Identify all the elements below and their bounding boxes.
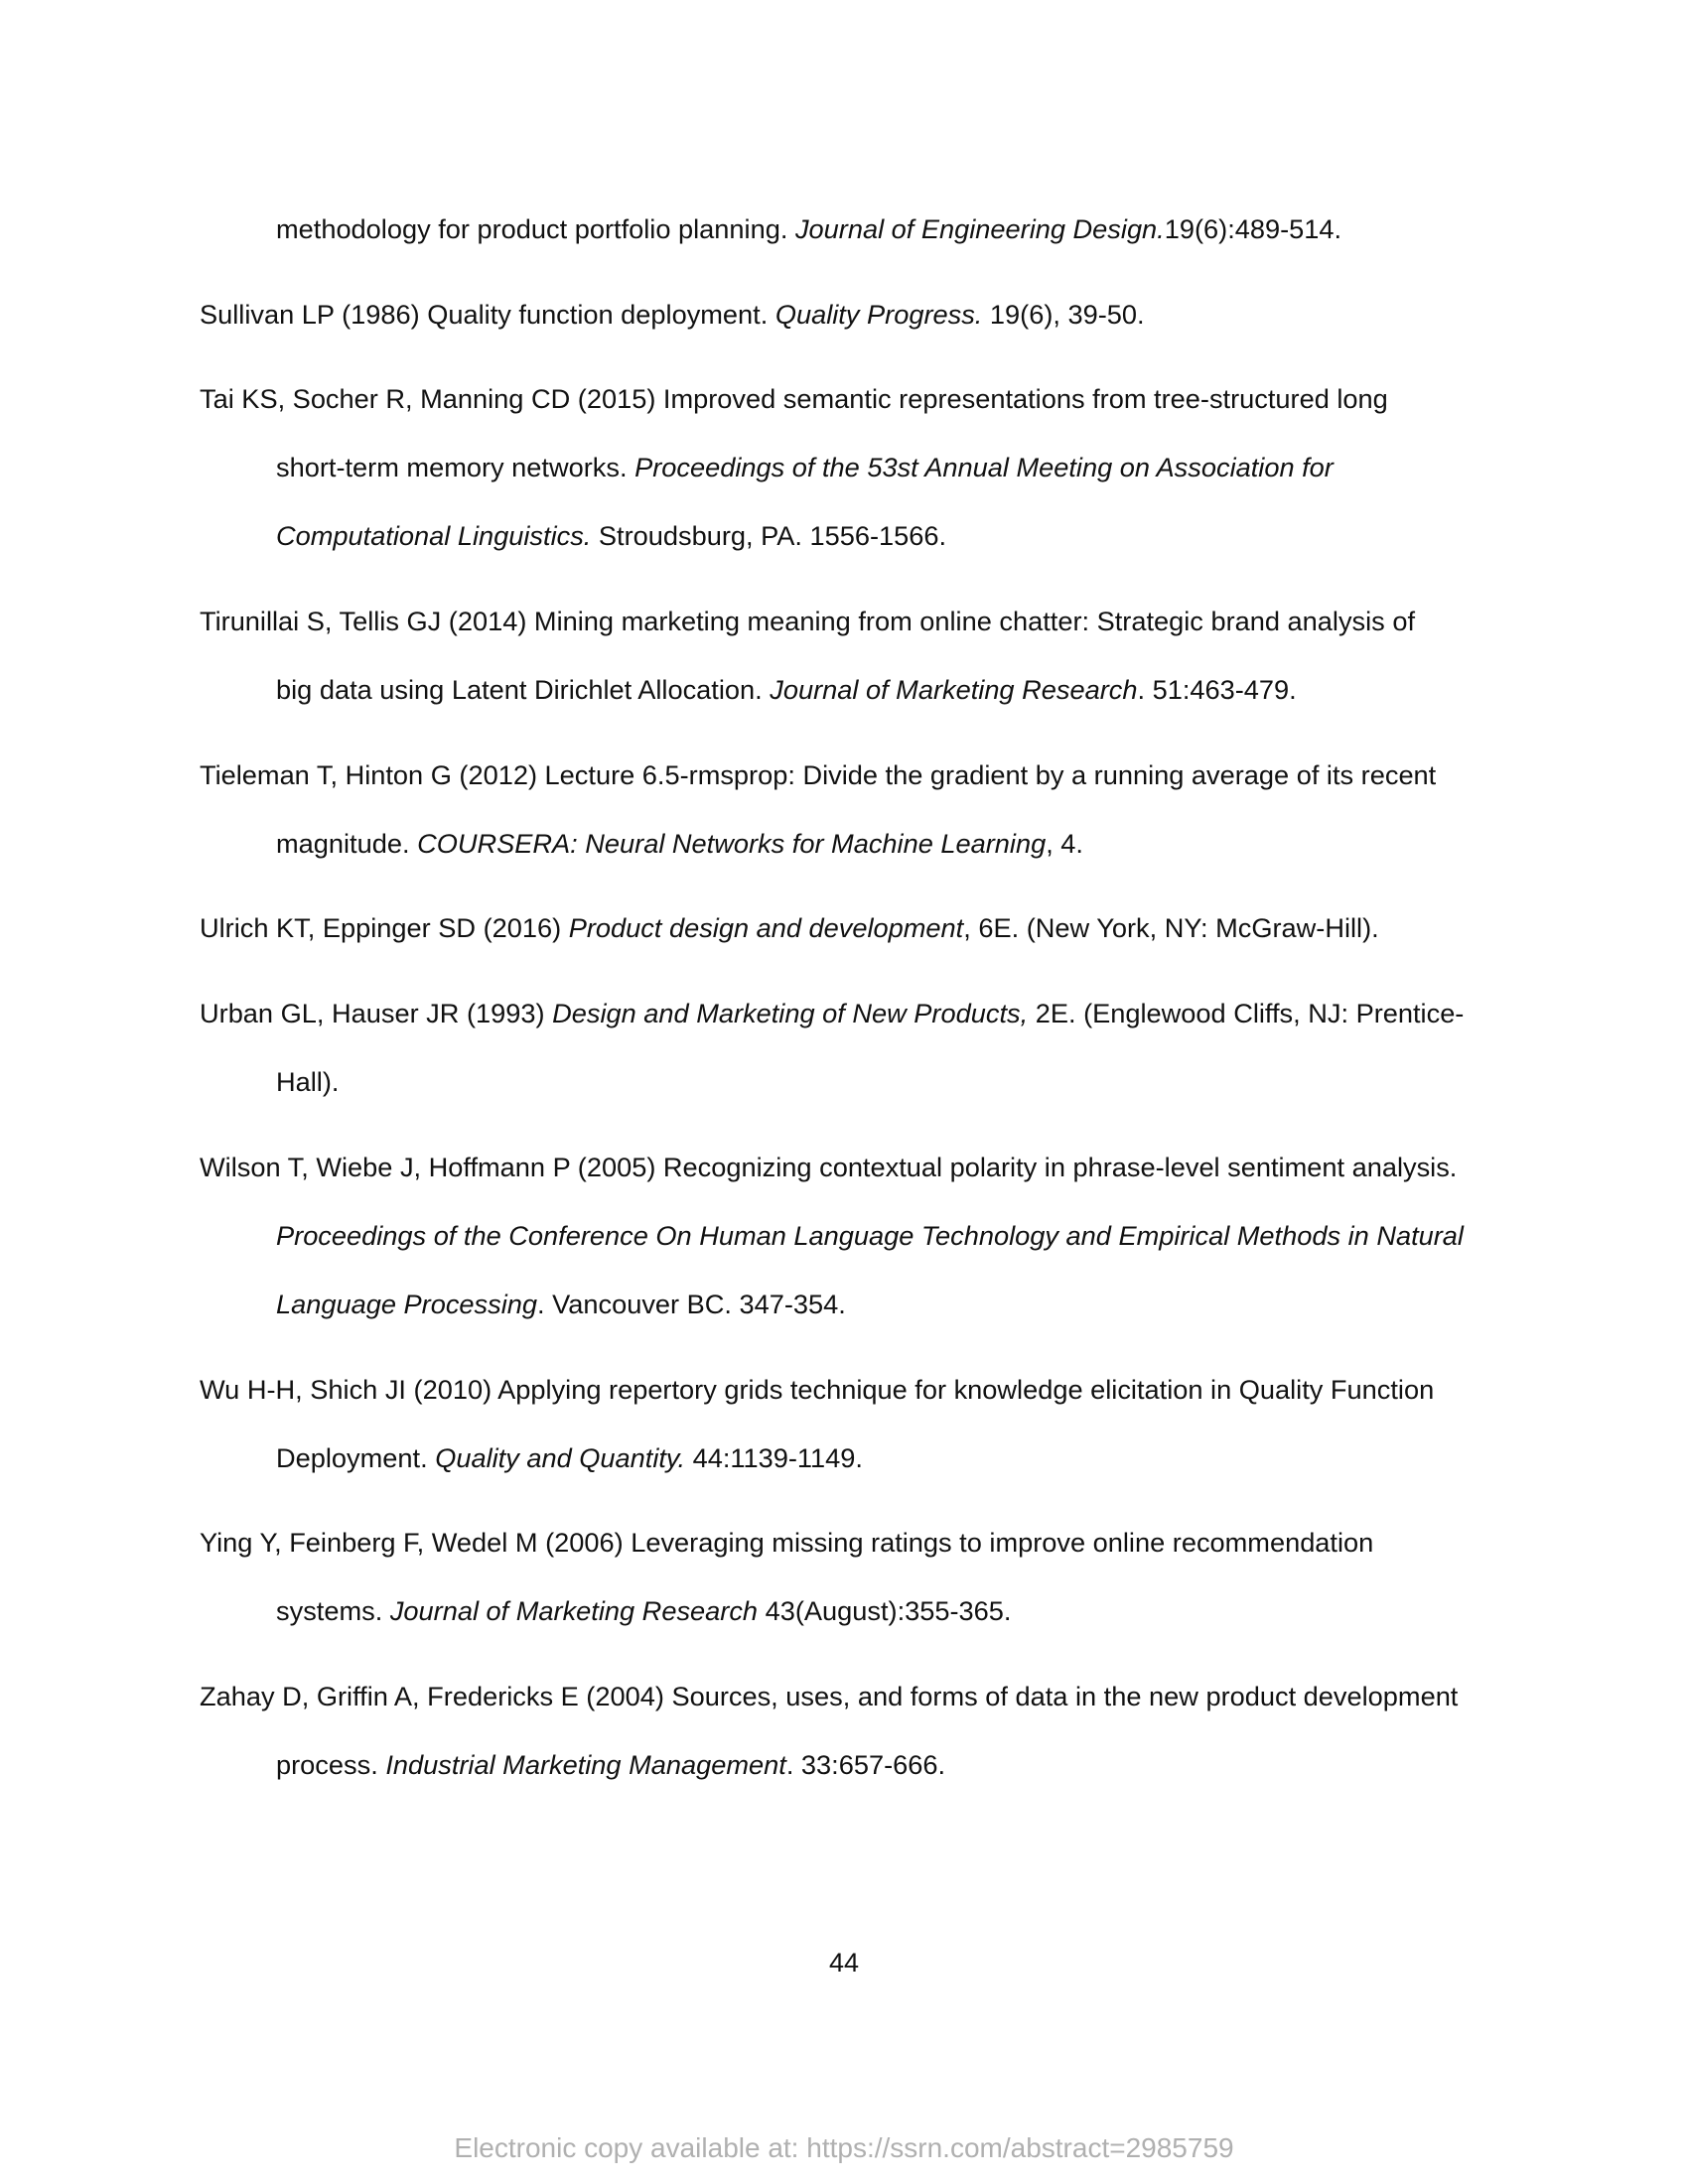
reference-text: Hall). xyxy=(276,1066,340,1098)
reference-text: Tieleman T, Hinton G (2012) Lecture 6.5-rmsprop: Divide the gradient by a running average of its recent xyxy=(200,758,1437,790)
reference-text: , 4. xyxy=(1046,827,1083,859)
reference-title-italic: Language Processing xyxy=(276,1288,538,1319)
reference-entry-continued xyxy=(200,195,1490,263)
reference-title-italic: Proceedings of the 53st Annual Meeting on Association for xyxy=(634,452,1334,483)
reference-entry xyxy=(200,741,1490,878)
reference-title-italic: Computational Linguistics. xyxy=(276,520,592,552)
reference-text: big data using Latent Dirichlet Allocation. xyxy=(276,674,771,706)
reference-text: systems. xyxy=(276,1595,390,1627)
reference-title-italic: Quality and Quantity. xyxy=(435,1441,686,1473)
reference-text: methodology for product portfolio planning. xyxy=(276,213,795,244)
reference-text: Tirunillai S, Tellis GJ (2014) Mining marketing meaning from online chatter: Strategic brand analysis of xyxy=(200,606,1415,637)
reference-text: Stroudsburg, PA. 1556-1566. xyxy=(591,520,947,552)
reference-text: 19(6):489-514. xyxy=(1164,213,1342,244)
page-number: 44 xyxy=(828,1948,860,1978)
reference-entry xyxy=(200,587,1490,724)
reference-text: short-term memory networks. xyxy=(276,452,635,483)
reference-text: . Vancouver BC. 347-354. xyxy=(537,1288,846,1319)
reference-list xyxy=(200,195,1490,1816)
reference-entry xyxy=(200,893,1490,962)
reference-text: 43(August):355-365. xyxy=(758,1595,1012,1627)
reference-title-italic: Design and Marketing of New Products, xyxy=(552,998,1029,1029)
reference-entry xyxy=(200,280,1490,348)
reference-text: Wu H-H, Shich JI (2010) Applying repertory grids technique for knowledge elicitation in Quality Function xyxy=(200,1373,1435,1405)
reference-text: Ying Y, Feinberg F, Wedel M (2006) Leveraging missing ratings to improve online recommendation xyxy=(200,1527,1374,1559)
reference-text: Wilson T, Wiebe J, Hoffmann P (2005) Recognizing contextual polarity in phrase-level sentiment analysis. xyxy=(200,1151,1458,1182)
reference-title-italic: Quality Progress. xyxy=(774,298,983,330)
ssrn-footer: Electronic copy available at: https://ssrn.com/abstract=2985759 xyxy=(454,2132,1234,2163)
reference-title-italic: Proceedings of the Conference On Human Language Technology and Empirical Methods in Natural xyxy=(276,1219,1464,1251)
reference-text: 44:1139-1149. xyxy=(685,1441,863,1473)
reference-text: 19(6), 39-50. xyxy=(982,298,1145,330)
reference-text: magnitude. xyxy=(276,827,418,859)
reference-entry xyxy=(200,1508,1490,1645)
reference-text: 2E. (Englewood Cliffs, NJ: Prentice- xyxy=(1028,998,1465,1029)
reference-entry xyxy=(200,1355,1490,1492)
reference-text: Ulrich KT, Eppinger SD (2016) xyxy=(200,912,569,944)
reference-title-italic: Journal of Engineering Design. xyxy=(794,213,1165,244)
reference-text: . 51:463-479. xyxy=(1137,674,1297,706)
reference-entry xyxy=(200,1133,1490,1338)
reference-entry xyxy=(200,364,1490,570)
reference-text: Sullivan LP (1986) Quality function deployment. xyxy=(200,298,775,330)
reference-title-italic: Journal of Marketing Research xyxy=(389,1595,759,1627)
reference-entry xyxy=(200,979,1490,1116)
reference-title-italic: Industrial Marketing Management xyxy=(385,1748,786,1780)
reference-text: Deployment. xyxy=(276,1441,436,1473)
reference-text: Zahay D, Griffin A, Fredericks E (2004) Sources, uses, and forms of data in the new product development xyxy=(200,1680,1459,1711)
reference-text: Tai KS, Socher R, Manning CD (2015) Improved semantic representations from tree-structured long xyxy=(200,383,1388,415)
reference-title-italic: COURSERA: Neural Networks for Machine Learning xyxy=(417,827,1047,859)
reference-title-italic: Product design and development xyxy=(568,912,964,944)
reference-text: Urban GL, Hauser JR (1993) xyxy=(200,998,553,1029)
reference-text: process. xyxy=(276,1748,386,1780)
reference-entry xyxy=(200,1662,1490,1799)
reference-text: , 6E. (New York, NY: McGraw-Hill). xyxy=(963,912,1379,944)
reference-text: . 33:657-666. xyxy=(785,1748,946,1780)
reference-title-italic: Journal of Marketing Research xyxy=(770,674,1138,706)
